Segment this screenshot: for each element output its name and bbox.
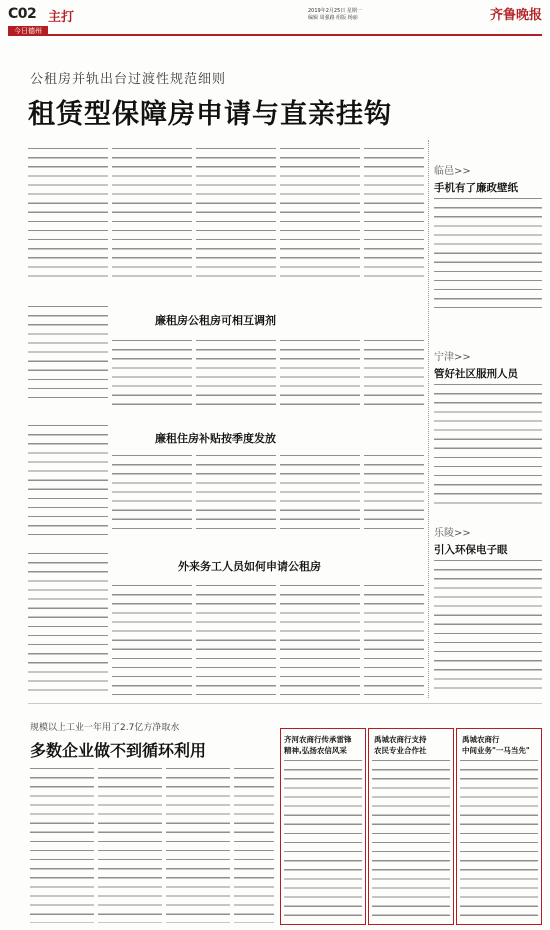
body-column (112, 340, 192, 410)
sub-headline-1: 廉租房公租房可相互调剂 (155, 314, 276, 327)
body-column (98, 768, 162, 923)
body-column (28, 306, 108, 406)
second-headline: 多数企业做不到循环利用 (30, 741, 207, 760)
body-column (28, 425, 108, 535)
sub-headline-3: 外来务工人员如何申请公租房 (178, 560, 321, 573)
header-rule (8, 34, 542, 36)
ad-box-1-title-line2: 精神,弘扬农信风采 (284, 746, 347, 755)
sidebar-body (434, 198, 542, 308)
issue-info (308, 8, 362, 22)
ad-box-1-title-line1: 齐河农商行传承雷锋 (284, 735, 352, 744)
body-column (112, 455, 192, 535)
body-column (166, 768, 230, 923)
body-column (280, 340, 360, 410)
newspaper-logo: 齐鲁晚报 (489, 8, 542, 23)
editor-line: 编辑 周强路 组版 杨丽 (308, 15, 358, 21)
sidebar-title-2: 管好社区服刑人员 (434, 368, 518, 380)
body-column (280, 148, 360, 283)
ad-box-2-title (374, 734, 427, 756)
body-column (364, 455, 424, 535)
body-column (30, 768, 94, 923)
sidebar-body (434, 384, 542, 509)
body-column (364, 148, 424, 283)
body-column (364, 340, 424, 410)
main-headline: 租赁型保障房申请与直亲挂钩 (28, 99, 392, 130)
sidebar-tag-1: 临邑>> (434, 166, 471, 177)
ad-box-1-title (284, 734, 352, 756)
ad-box-3-title-line1: 禹城农商行 (462, 735, 500, 744)
ad-box-3-body (460, 760, 538, 920)
page-header (8, 4, 542, 35)
sub-headline-2: 廉租住房补贴按季度发放 (155, 432, 276, 445)
sidebar-body (434, 560, 542, 695)
ad-box-2-title-line1: 禹城农商行支持 (374, 735, 427, 744)
ad-box-2-title-line2: 农民专业合作社 (374, 746, 427, 755)
body-column (196, 340, 276, 410)
subsection-tag: 今日德州 (8, 26, 48, 36)
sidebar-tag-3: 乐陵>> (434, 528, 471, 539)
ad-box-3-title-line2: 中间业务"一马当先" (462, 746, 530, 755)
body-column (280, 455, 360, 535)
sidebar-title-1: 手机有了廉政壁纸 (434, 182, 518, 194)
main-kicker: 公租房并轨出台过渡性规范细则 (30, 72, 227, 87)
sidebar-title-3: 引入环保电子眼 (434, 544, 508, 556)
body-column (364, 585, 424, 695)
body-column (196, 148, 276, 283)
body-column (28, 148, 108, 283)
body-column (28, 553, 108, 693)
second-kicker: 规模以上工业一年用了2.7亿方净取水 (30, 723, 180, 733)
section-name: 主打 (48, 10, 75, 25)
section-divider (28, 703, 542, 704)
column-divider (428, 140, 429, 698)
body-column (112, 148, 192, 283)
body-column (196, 455, 276, 535)
body-column (196, 585, 276, 695)
page-code: C02 (8, 6, 37, 22)
issue-date: 2019年2月25日 星期一 (308, 8, 362, 14)
ad-box-2-body (372, 760, 450, 920)
ad-box-1-body (284, 760, 362, 920)
ad-box-3-title (462, 734, 530, 756)
body-column (234, 768, 274, 923)
sidebar-tag-2: 宁津>> (434, 352, 471, 363)
body-column (280, 585, 360, 695)
body-column (112, 585, 192, 695)
